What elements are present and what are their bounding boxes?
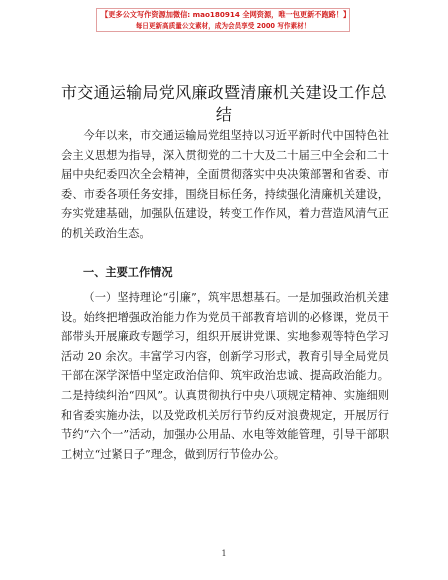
intro-paragraph: 今年以来，市交通运输局党组坚持以习近平新时代中国特色社会主义思想为指导，深入贯彻党的二十大及二十届三中全会和二十届中央纪委四次全会精神，全面贯彻落实中央决策部署和省委、市委、市委各项任务安排，围绕目标任务，持续强化清廉机关建设，夯实党建基础，加强队伍建设，转变工作作风，着力营造风清气正的机关政治生态。 <box>61 129 389 240</box>
promo-line-1: 【更多公文写作资源加微信: mao180914 全网资源，唯一包更新不跑路！】 <box>101 10 351 19</box>
body-paragraph: （一）坚持理论“引廉”，筑牢思想基石。一是加强政治机关建设。始终把增强政治能力作为党员干部教育培训的必修课，党员干部带头开展廉政专题学习，组织开展讲党课、实地参观等特色学习活动 20 余次。丰富学习内容，创新学习形式，教育引导全局党员干部在深学深悟中坚定政治信仰、筑牢政治忠诚、提高政治能力。二是持续纠治“四风”。认真贯彻执行中央八项规定精神、实施细则和省委实施办法，以及党政机关厉行节约反对浪费规定，开展厉行节约“六个一”活动，加强办公用品、水电等效能管理，引导干部职工树立“过紧日子”理念，做到厉行节俭办公。 <box>61 291 389 461</box>
promo-line-2: 每日更新高质量公文素材，成为会员享受 2000 写作素材！ <box>135 22 311 30</box>
document-title: 市交通运输局党风廉政暨清廉机关建设工作总结 <box>60 83 387 124</box>
promo-banner <box>96 8 350 32</box>
page-number: 1 <box>221 549 227 558</box>
section-heading: 一、主要工作情况 <box>83 266 173 279</box>
